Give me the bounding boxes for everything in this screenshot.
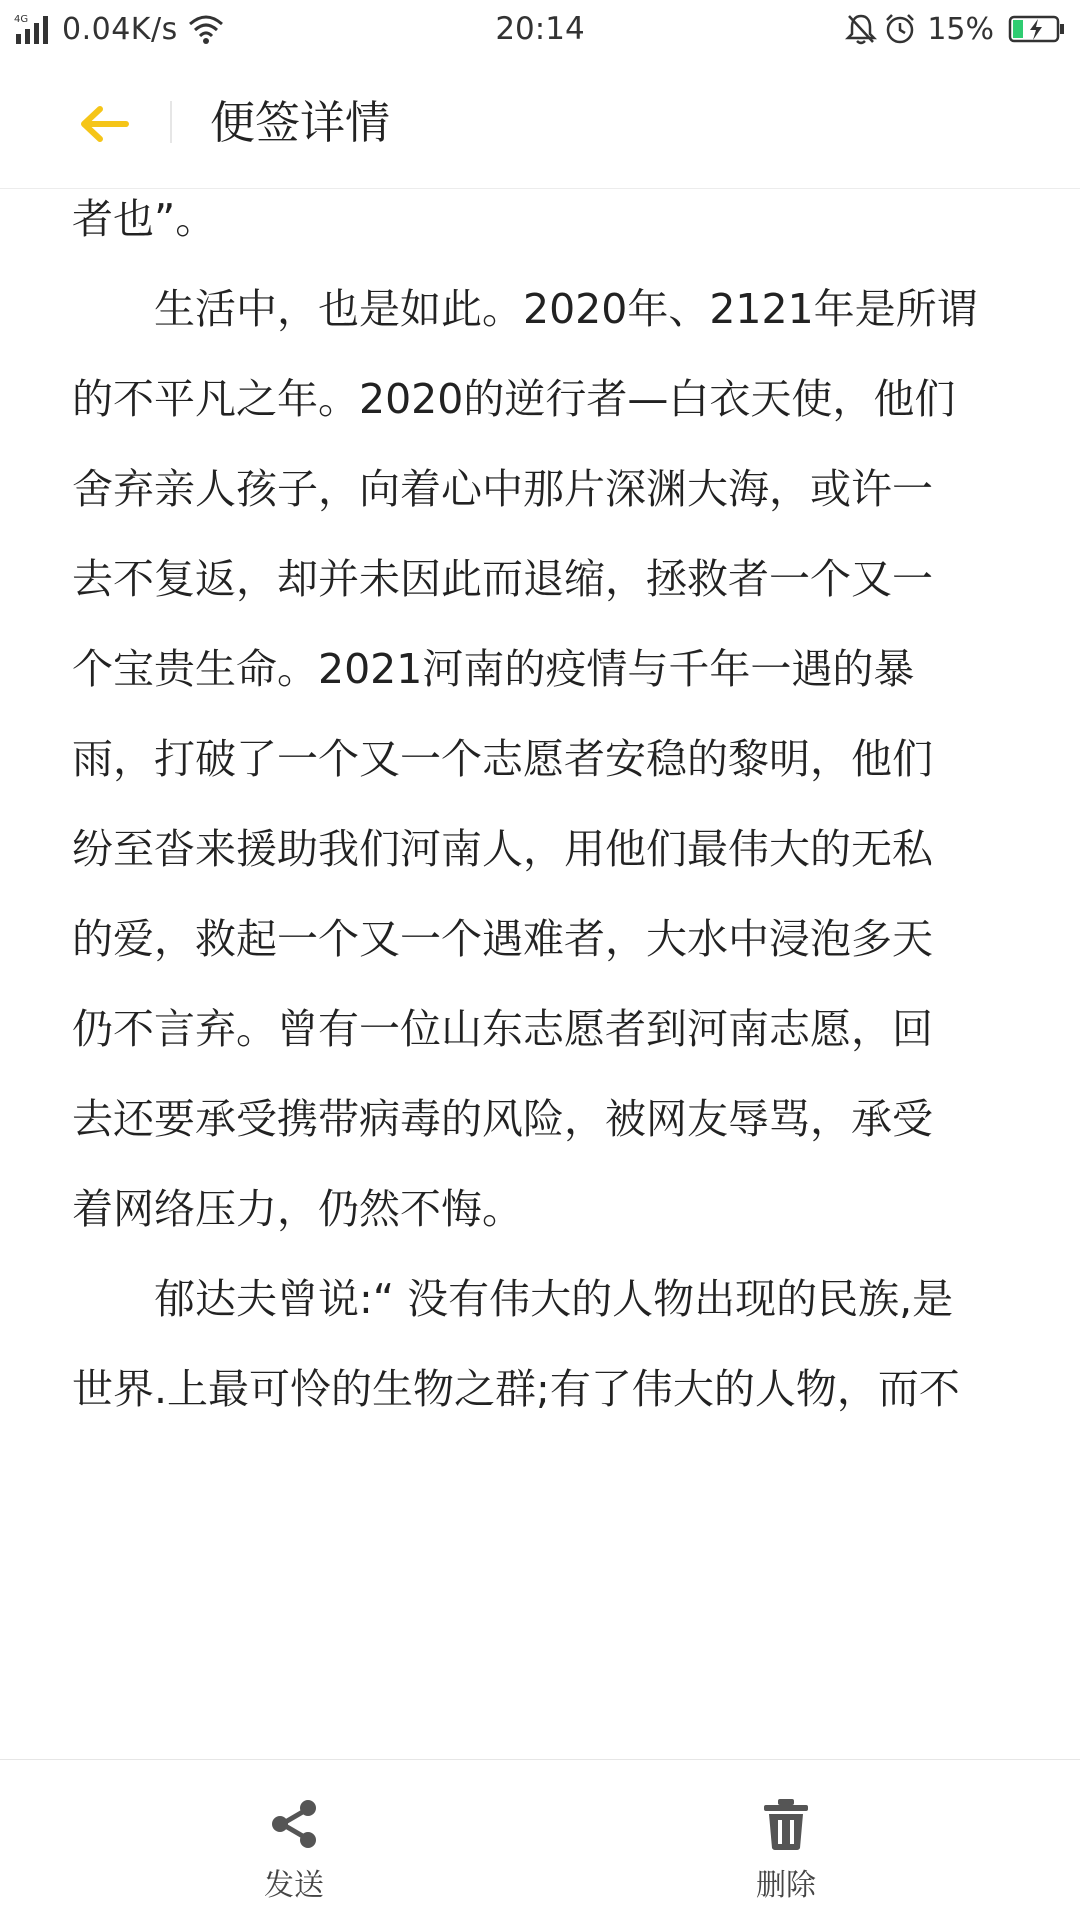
note-line: 去不复返，却并未因此而退缩，拯救者一个又一: [72, 555, 933, 603]
status-right: [845, 6, 1066, 52]
status-time: 20:14: [495, 11, 585, 47]
note-line: 纷至沓来援助我们河南人，用他们最伟大的无私: [72, 825, 933, 873]
back-arrow-icon: [78, 104, 130, 144]
alarm-icon: [883, 12, 917, 46]
note-line: 去还要承受携带病毒的风险，被网友辱骂，承受: [72, 1095, 933, 1143]
bottom-action-bar: [0, 1759, 1080, 1921]
note-line: 舍弃亲人孩子，向着心中那片深渊大海，或许一: [72, 465, 933, 513]
note-line: 的爱，救起一个又一个遇难者，大水中浸泡多天: [72, 915, 933, 963]
delete-label: 删除: [756, 1868, 816, 1903]
status-bar: [0, 0, 1080, 58]
note-line: 者也”。: [72, 195, 217, 243]
bell-muted-icon: [845, 12, 877, 46]
note-line: 世界.上最可怜的生物之群;有了伟大的人物，而不: [72, 1365, 960, 1413]
share-icon: [266, 1796, 322, 1852]
battery-percent: 15%: [927, 11, 994, 47]
note-line: 雨，打破了一个又一个志愿者安稳的黎明，他们: [72, 735, 933, 783]
note-line: 的不平凡之年。2020的逆行者—白衣天使，他们: [72, 375, 956, 423]
note-line: 着网络压力，仍然不悔。: [72, 1185, 523, 1233]
header-divider: [170, 101, 172, 143]
svg-text:4G: 4G: [14, 14, 29, 25]
page-title: 便签详情: [210, 96, 391, 149]
send-button[interactable]: [184, 1760, 404, 1921]
app-header: [0, 58, 1080, 189]
note-line: 个宝贵生命。2021河南的疫情与千年一遇的暴: [72, 645, 915, 693]
note-line: 仍不言弃。曾有一位山东志愿者到河南志愿，回: [72, 1005, 933, 1053]
note-line: 生活中，也是如此。2020年、2121年是所谓: [72, 285, 978, 333]
delete-button[interactable]: [676, 1760, 896, 1921]
send-label: 发送: [264, 1868, 324, 1903]
note-line: 郁达夫曾说:“ 没有伟大的人物出现的民族,是: [72, 1275, 954, 1323]
battery-charging-icon: [1008, 14, 1066, 44]
trash-icon: [758, 1796, 814, 1852]
back-button[interactable]: [72, 92, 136, 156]
note-content[interactable]: [0, 189, 1080, 1759]
net-speed: 0.04K/s: [62, 11, 178, 47]
